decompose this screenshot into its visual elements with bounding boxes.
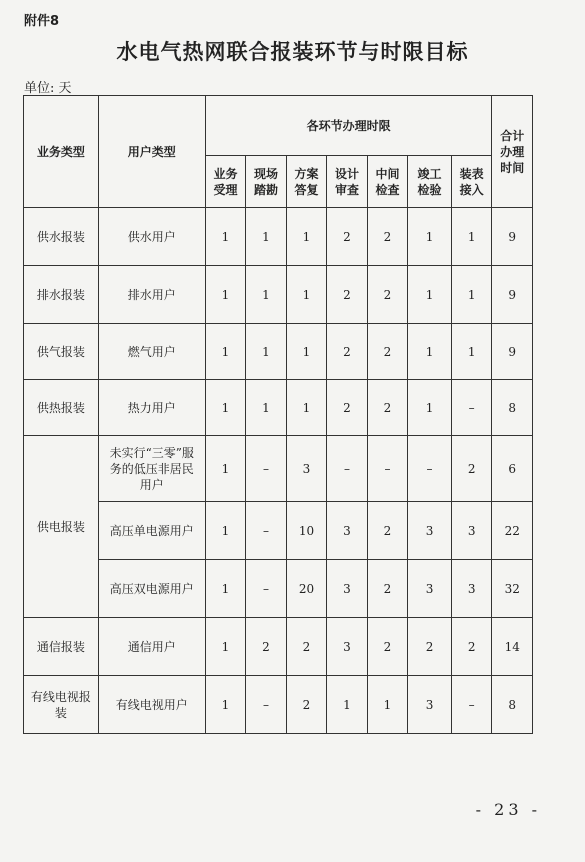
header-stage: 业务受理 xyxy=(205,156,246,208)
business-type-cell: 排水报装 xyxy=(24,266,99,324)
stage-value-cell: 3 xyxy=(451,502,492,560)
business-type-cell: 通信报装 xyxy=(24,618,99,676)
header-stage: 设计审查 xyxy=(327,156,368,208)
stage-value-cell: 2 xyxy=(327,266,368,324)
header-stages-group: 各环节办理时限 xyxy=(205,96,492,156)
header-user-type: 用户类型 xyxy=(98,96,205,208)
stage-value-cell: – xyxy=(408,436,452,502)
stage-value-cell: 2 xyxy=(327,208,368,266)
stage-value-cell: – xyxy=(451,676,492,734)
stage-value-cell: 1 xyxy=(246,380,287,436)
stage-value-cell: – xyxy=(246,436,287,502)
stage-value-cell: 1 xyxy=(367,676,408,734)
stage-value-cell: 1 xyxy=(246,324,287,380)
stage-value-cell: – xyxy=(451,380,492,436)
stage-value-cell: 1 xyxy=(408,380,452,436)
stage-value-cell: 2 xyxy=(246,618,287,676)
total-cell: 32 xyxy=(492,560,533,618)
stage-value-cell: 2 xyxy=(451,436,492,502)
stage-value-cell: 1 xyxy=(205,208,246,266)
total-cell: 14 xyxy=(492,618,533,676)
stage-value-cell: 3 xyxy=(327,502,368,560)
stage-value-cell: 2 xyxy=(367,208,408,266)
stage-value-cell: 1 xyxy=(205,436,246,502)
header-stage: 竣工检验 xyxy=(408,156,452,208)
stage-value-cell: 10 xyxy=(286,502,327,560)
table-row xyxy=(24,676,533,734)
stage-value-cell: 1 xyxy=(205,502,246,560)
stage-value-cell: 1 xyxy=(286,380,327,436)
stage-value-cell: 2 xyxy=(367,380,408,436)
stage-value-cell: – xyxy=(246,502,287,560)
user-type-cell: 排水用户 xyxy=(98,266,205,324)
stage-value-cell: 2 xyxy=(367,618,408,676)
total-cell: 9 xyxy=(492,266,533,324)
stage-value-cell: – xyxy=(246,676,287,734)
user-type-cell: 通信用户 xyxy=(98,618,205,676)
stage-value-cell: 2 xyxy=(451,618,492,676)
table-row xyxy=(24,618,533,676)
user-type-cell: 高压双电源用户 xyxy=(98,560,205,618)
table-row xyxy=(24,266,533,324)
table-row xyxy=(24,436,533,502)
stage-value-cell: 2 xyxy=(408,618,452,676)
header-stage: 中间检查 xyxy=(367,156,408,208)
attachment-label: 附件8 xyxy=(24,14,60,29)
header-stage: 方案答复 xyxy=(286,156,327,208)
stage-value-cell: – xyxy=(246,560,287,618)
stage-value-cell: 1 xyxy=(286,266,327,324)
user-type-cell: 高压单电源用户 xyxy=(98,502,205,560)
header-total: 合计办理时间 xyxy=(492,96,533,208)
stage-value-cell: 3 xyxy=(408,560,452,618)
stage-value-cell: 20 xyxy=(286,560,327,618)
table-row xyxy=(24,208,533,266)
stage-value-cell: 2 xyxy=(367,324,408,380)
total-cell: 8 xyxy=(492,676,533,734)
header-business-type: 业务类型 xyxy=(24,96,99,208)
stage-value-cell: 1 xyxy=(205,560,246,618)
business-type-cell: 供气报装 xyxy=(24,324,99,380)
stage-value-cell: 2 xyxy=(327,380,368,436)
stage-value-cell: 1 xyxy=(451,324,492,380)
stage-value-cell: 1 xyxy=(408,324,452,380)
stage-value-cell: 1 xyxy=(246,266,287,324)
time-limit-table xyxy=(23,95,533,734)
stage-value-cell: 3 xyxy=(327,618,368,676)
table-row xyxy=(24,380,533,436)
business-type-cell: 供水报装 xyxy=(24,208,99,266)
business-type-cell: 供电报装 xyxy=(24,436,99,618)
user-type-cell: 未实行“三零”服务的低压非居民用户 xyxy=(98,436,205,502)
page-title: 水电气热网联合报装环节与时限目标 xyxy=(116,40,469,64)
unit-label: 单位: 天 xyxy=(24,81,72,96)
stage-value-cell: 1 xyxy=(205,618,246,676)
stage-value-cell: 3 xyxy=(451,560,492,618)
user-type-cell: 燃气用户 xyxy=(98,324,205,380)
stage-value-cell: 1 xyxy=(205,676,246,734)
total-cell: 22 xyxy=(492,502,533,560)
stage-value-cell: 1 xyxy=(286,208,327,266)
stage-value-cell: – xyxy=(367,436,408,502)
user-type-cell: 有线电视用户 xyxy=(98,676,205,734)
user-type-cell: 热力用户 xyxy=(98,380,205,436)
header-stage: 现场踏勘 xyxy=(246,156,287,208)
stage-value-cell: 1 xyxy=(327,676,368,734)
stage-value-cell: 2 xyxy=(367,502,408,560)
stage-value-cell: 1 xyxy=(451,266,492,324)
stage-value-cell: 2 xyxy=(286,676,327,734)
stage-value-cell: 2 xyxy=(367,266,408,324)
user-type-cell: 供水用户 xyxy=(98,208,205,266)
stage-value-cell: 1 xyxy=(246,208,287,266)
stage-value-cell: 1 xyxy=(205,380,246,436)
stage-value-cell: 3 xyxy=(408,502,452,560)
stage-value-cell: 1 xyxy=(286,324,327,380)
stage-value-cell: 1 xyxy=(451,208,492,266)
stage-value-cell: 1 xyxy=(205,324,246,380)
page-number: - 23 - xyxy=(475,800,541,819)
stage-value-cell: 2 xyxy=(286,618,327,676)
total-cell: 9 xyxy=(492,324,533,380)
table-row xyxy=(24,324,533,380)
total-cell: 9 xyxy=(492,208,533,266)
stage-value-cell: 3 xyxy=(286,436,327,502)
table-row xyxy=(24,502,533,560)
stage-value-cell: 2 xyxy=(367,560,408,618)
total-cell: 8 xyxy=(492,380,533,436)
total-cell: 6 xyxy=(492,436,533,502)
stage-value-cell: – xyxy=(327,436,368,502)
business-type-cell: 供热报装 xyxy=(24,380,99,436)
stage-value-cell: 3 xyxy=(408,676,452,734)
stage-value-cell: 1 xyxy=(408,266,452,324)
header-stage: 装表接入 xyxy=(451,156,492,208)
stage-value-cell: 2 xyxy=(327,324,368,380)
stage-value-cell: 1 xyxy=(408,208,452,266)
stage-value-cell: 1 xyxy=(205,266,246,324)
business-type-cell: 有线电视报装 xyxy=(24,676,99,734)
table-row xyxy=(24,560,533,618)
stage-value-cell: 3 xyxy=(327,560,368,618)
